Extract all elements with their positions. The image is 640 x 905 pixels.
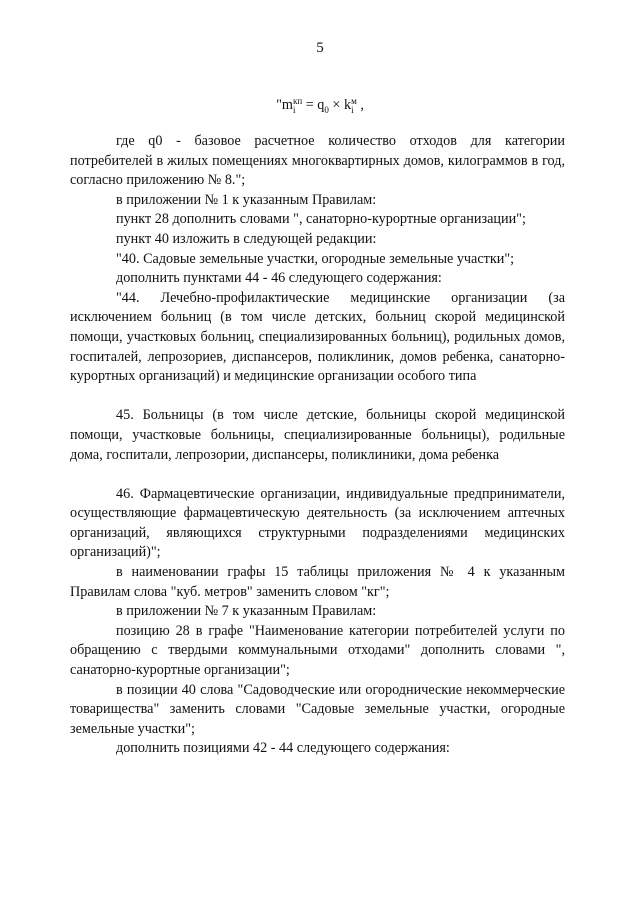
formula-m: m <box>281 97 293 113</box>
formula <box>0 97 640 115</box>
paragraph-annex1-intro: в приложении № 1 к указанным Правилам: <box>116 191 377 208</box>
formula-k-sup: м <box>351 96 357 106</box>
page-number: 5 <box>316 40 324 56</box>
formula-times: × <box>328 97 344 113</box>
formula-q-sub: 0 <box>324 104 329 115</box>
paragraph-add-44-46: дополнить пунктами 44 - 46 следующего содержания: <box>116 270 442 287</box>
paragraph-point40-text: "40. Садовые земельные участки, огородные земельные участки"; <box>116 250 515 267</box>
paragraph-annex4: в наименовании графы 15 таблицы приложения № 4 к указанным Правилам слова "куб. метров" заменить словом "кг"; <box>70 564 565 600</box>
paragraph-position40: в позиции 40 слова "Садоводческие или огороднические некоммерческие товарищества" заменить словами "Садовые земельные участки, огородные земельные участки"; <box>70 681 565 737</box>
paragraph-item-45: 45. Больницы (в том числе детские, больницы скорой медицинской помощи, участковые больницы, специализированные больницы), родильные дома, госпитали, лепрозории, диспансеры, поликлиники, дома ребенка <box>70 407 565 463</box>
paragraph-item-44: "44. Лечебно-профилактические медицинские организации (за исключением больниц (в том числе детских, больниц скорой медицинской помощи, участковых больниц, специализированных больниц), родильных домов, госпиталей, лепрозориев, диспансеров, поликлиник, домов ребенка, санаторно-курортных организаций) и медицинские организации особого типа <box>70 289 565 385</box>
paragraph-position28: позицию 28 в графе "Наименование категории потребителей услуги по обращению с твердыми коммунальными отходами" дополнить словами ", санаторно-курортные организации"; <box>70 622 565 679</box>
paragraph-point28: пункт 28 дополнить словами ", санаторно-курортные организации"; <box>116 211 526 228</box>
formula-open-quote: " <box>276 97 282 113</box>
formula-equals: = <box>302 97 318 113</box>
formula-m-sub: i <box>292 105 296 115</box>
formula-k: k <box>343 97 352 113</box>
formula-close: , <box>356 97 364 113</box>
paragraph-add-42-44: дополнить позициями 42 - 44 следующего содержания: <box>116 740 450 757</box>
formula-m-sup: кп <box>292 96 303 106</box>
formula-m-indices <box>293 97 302 115</box>
paragraph-q0-definition: где q0 - базовое расчетное количество отходов для категории потребителей в жилых помещениях многоквартирных домов, килограммов в год, согласно приложению № 8."; <box>70 133 565 189</box>
paragraph-item-46: 46. Фармацевтические организации, индивидуальные предприниматели, осуществляющие фармацевтическую деятельность (за исключением аптечных организаций, являющихся структурными подразделениями медицинских организаций)"; <box>70 485 565 561</box>
formula-q: q <box>317 97 325 113</box>
document-body <box>70 132 565 759</box>
paragraph-annex7-intro: в приложении № 7 к указанным Правилам: <box>116 603 377 620</box>
paragraph-point40: пункт 40 изложить в следующей редакции: <box>116 230 377 247</box>
formula-k-sub: i <box>351 105 354 115</box>
